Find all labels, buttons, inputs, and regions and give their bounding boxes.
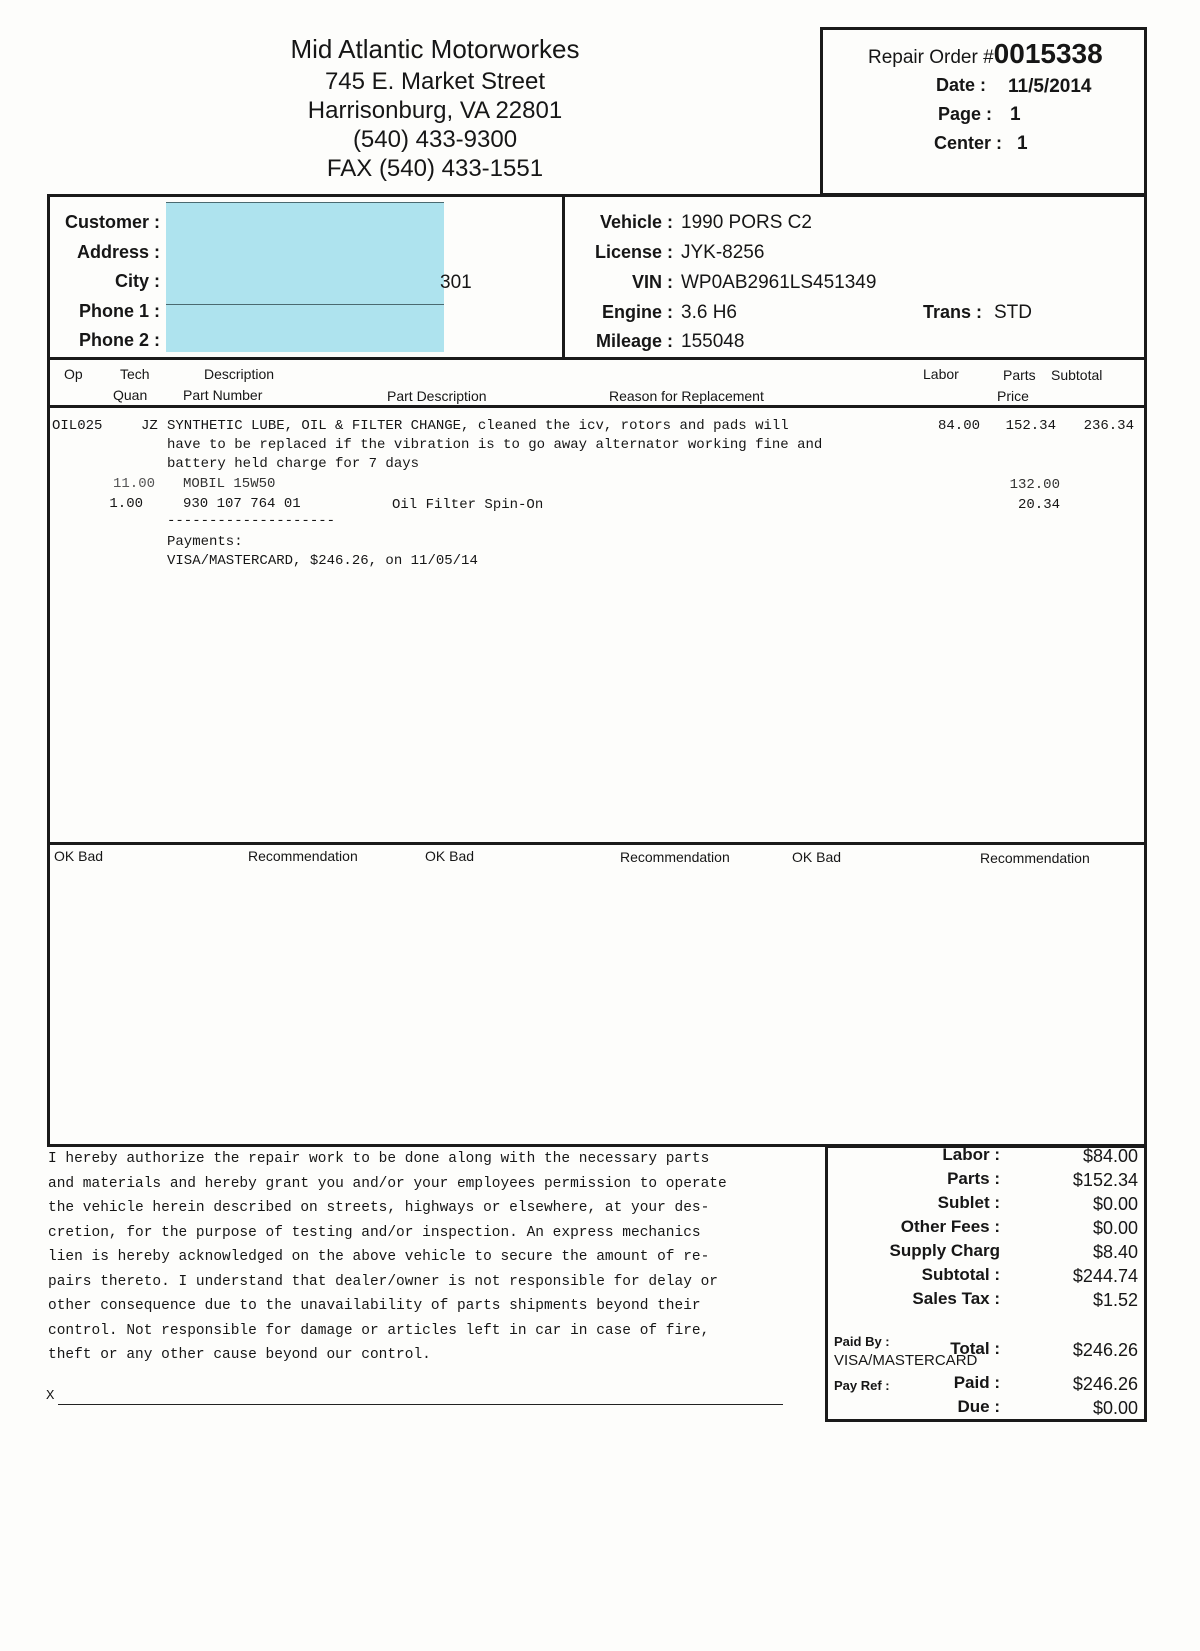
redaction-sticker bbox=[166, 202, 444, 352]
totals-sublet-value: $0.00 bbox=[1092, 1194, 1138, 1214]
col-parts: Parts bbox=[1003, 367, 1036, 383]
authorization-text bbox=[48, 1147, 727, 1368]
vin-value: WP0AB2961LS451349 bbox=[681, 272, 877, 293]
engine-value: 3.6 H6 bbox=[681, 302, 737, 323]
col-quan: Quan bbox=[113, 387, 148, 403]
rec-ok-bad-3: OK Bad bbox=[792, 849, 842, 865]
pay-ref-label: Pay Ref : bbox=[834, 1378, 890, 1393]
part-2-quan: 1.00 bbox=[109, 496, 143, 512]
rec-recommendation-1: Recommendation bbox=[248, 848, 358, 864]
totals-subtotal-label: Subtotal : bbox=[921, 1265, 1000, 1284]
redaction-edge-line bbox=[166, 202, 444, 203]
signature-line[interactable] bbox=[58, 1404, 783, 1405]
col-labor: Labor bbox=[923, 366, 959, 382]
totals-total-value: $246.26 bbox=[1072, 1340, 1138, 1360]
part-1-quan: 11.00 bbox=[112, 476, 155, 492]
page-label: Page : bbox=[937, 104, 992, 124]
vehicle-value: 1990 PORS C2 bbox=[681, 212, 812, 233]
auth-line-4: cretion, for the purpose of testing and/or inspection. An express mechanics bbox=[48, 1224, 701, 1241]
totals-paid-value: $246.26 bbox=[1072, 1374, 1138, 1394]
totals-other-fees-value: $0.00 bbox=[1092, 1218, 1138, 1238]
part-2-description: Oil Filter Spin-On bbox=[392, 497, 544, 513]
recommendations-box bbox=[47, 842, 1147, 1147]
items-left-border bbox=[47, 360, 50, 845]
phone1-label: Phone 1 : bbox=[78, 301, 160, 321]
date-value: 11/5/2014 bbox=[1008, 76, 1092, 97]
job-desc-line-2: have to be replaced if the vibration is to go away alternator working fine and bbox=[167, 437, 823, 453]
job-op: OIL025 bbox=[52, 418, 103, 434]
signature-x: X bbox=[46, 1388, 55, 1404]
mileage-label: Mileage : bbox=[595, 331, 673, 351]
totals-sublet-label: Sublet : bbox=[937, 1193, 1000, 1212]
phone2-label: Phone 2 : bbox=[78, 330, 160, 350]
totals-supply-label: Supply Charg bbox=[889, 1241, 1000, 1260]
auth-line-7: other consequence due to the unavailability of parts shipments beyond their bbox=[48, 1298, 701, 1314]
redaction-fold-line bbox=[166, 304, 444, 305]
repair-order-label: Repair Order # bbox=[868, 47, 994, 68]
totals-supply-value: $8.40 bbox=[1092, 1242, 1138, 1262]
rec-recommendation-2: Recommendation bbox=[620, 849, 730, 865]
totals-labor-label: Labor : bbox=[942, 1145, 1000, 1164]
payment-line: VISA/MASTERCARD, $246.26, on 11/05/14 bbox=[167, 553, 478, 569]
engine-label: Engine : bbox=[602, 302, 673, 322]
col-description: Description bbox=[204, 366, 275, 382]
rec-recommendation-3: Recommendation bbox=[980, 850, 1090, 866]
center-value: 1 bbox=[1017, 133, 1028, 154]
job-labor: 84.00 bbox=[937, 418, 980, 434]
auth-line-3: the vehicle herein described on streets, highways or elsewhere, at your des- bbox=[48, 1200, 710, 1216]
customer-label: Customer : bbox=[64, 212, 160, 232]
totals-sales-tax-value: $1.52 bbox=[1092, 1290, 1138, 1310]
col-subtotal: Subtotal bbox=[1051, 367, 1103, 383]
totals-subtotal-value: $244.74 bbox=[1072, 1266, 1138, 1286]
mileage-value: 155048 bbox=[681, 331, 745, 352]
job-subtotal: 236.34 bbox=[1083, 418, 1134, 434]
city-label: City : bbox=[115, 271, 160, 291]
trans-value: STD bbox=[994, 302, 1032, 323]
job-tech: JZ bbox=[141, 418, 158, 434]
auth-line-5: lien is hereby acknowledged on the above vehicle to secure the amount of re- bbox=[48, 1249, 710, 1265]
city-value-tail: 301 bbox=[440, 272, 472, 293]
part-2-price: 20.34 bbox=[1017, 497, 1060, 513]
rec-ok-bad-1: OK Bad bbox=[54, 848, 104, 864]
shop-phone: (540) 433-9300 bbox=[352, 126, 518, 153]
totals-parts-label: Parts : bbox=[947, 1169, 1000, 1188]
totals-paid-label: Paid : bbox=[953, 1373, 1000, 1392]
shop-name: Mid Atlantic Motorworkes bbox=[290, 34, 580, 64]
items-right-border bbox=[1144, 360, 1147, 845]
part-2-number: 930 107 764 01 bbox=[183, 496, 301, 512]
totals-parts-value: $152.34 bbox=[1072, 1170, 1138, 1190]
shop-fax: FAX (540) 433-1551 bbox=[326, 155, 544, 182]
col-op: Op bbox=[64, 366, 83, 382]
auth-line-1: I hereby authorize the repair work to be done along with the necessary parts bbox=[48, 1151, 710, 1167]
payments-label: Payments: bbox=[167, 534, 243, 550]
column-header-rule bbox=[47, 405, 1147, 408]
parts-separator: -------------------- bbox=[167, 513, 336, 529]
totals-due-value: $0.00 bbox=[1092, 1398, 1138, 1418]
shop-city: Harrisonburg, VA 22801 bbox=[307, 97, 563, 124]
license-label: License : bbox=[594, 242, 673, 262]
paid-by-label: Paid By : bbox=[834, 1334, 890, 1349]
paid-by-value: VISA/MASTERCARD bbox=[834, 1352, 978, 1369]
vin-label: VIN : bbox=[631, 272, 673, 292]
col-tech: Tech bbox=[120, 366, 150, 382]
totals-total-label: Total : bbox=[950, 1339, 1000, 1358]
address-label: Address : bbox=[76, 242, 160, 262]
part-1-price: 132.00 bbox=[1009, 477, 1060, 493]
auth-line-2: and materials and hereby grant you and/or your employees permission to operate bbox=[48, 1175, 727, 1192]
center-label: Center : bbox=[933, 133, 1002, 153]
col-price: Price bbox=[997, 388, 1029, 404]
auth-line-6: pairs thereto. I understand that dealer/owner is not responsible for delay or bbox=[48, 1273, 719, 1290]
trans-label: Trans : bbox=[922, 302, 982, 322]
rec-ok-bad-2: OK Bad bbox=[425, 848, 475, 864]
col-part-number: Part Number bbox=[183, 387, 263, 403]
shop-street: 745 E. Market Street bbox=[324, 68, 546, 95]
totals-other-fees-label: Other Fees : bbox=[900, 1217, 1000, 1236]
repair-order-line bbox=[868, 38, 1103, 70]
part-1-number: MOBIL 15W50 bbox=[183, 476, 276, 492]
auth-line-9: theft or any other cause beyond our control. bbox=[48, 1347, 431, 1363]
date-label: Date : bbox=[935, 75, 986, 95]
job-parts: 152.34 bbox=[1005, 418, 1056, 434]
totals-due-label: Due : bbox=[957, 1397, 1000, 1416]
auth-line-8: control. Not responsible for damage or articles left in car in case of fire, bbox=[48, 1322, 710, 1339]
license-value: JYK-8256 bbox=[681, 242, 765, 263]
totals-labor-value: $84.00 bbox=[1082, 1146, 1138, 1166]
vehicle-label: Vehicle : bbox=[599, 212, 673, 232]
repair-order-number: 0015338 bbox=[993, 38, 1103, 69]
col-reason: Reason for Replacement bbox=[609, 388, 764, 404]
totals-sales-tax-label: Sales Tax : bbox=[912, 1289, 1000, 1308]
job-desc-line-1: SYNTHETIC LUBE, OIL & FILTER CHANGE, cleaned the icv, rotors and pads will bbox=[167, 418, 789, 434]
page-value: 1 bbox=[1010, 104, 1021, 125]
col-part-description: Part Description bbox=[387, 388, 487, 404]
job-desc-line-3: battery held charge for 7 days bbox=[167, 456, 420, 472]
